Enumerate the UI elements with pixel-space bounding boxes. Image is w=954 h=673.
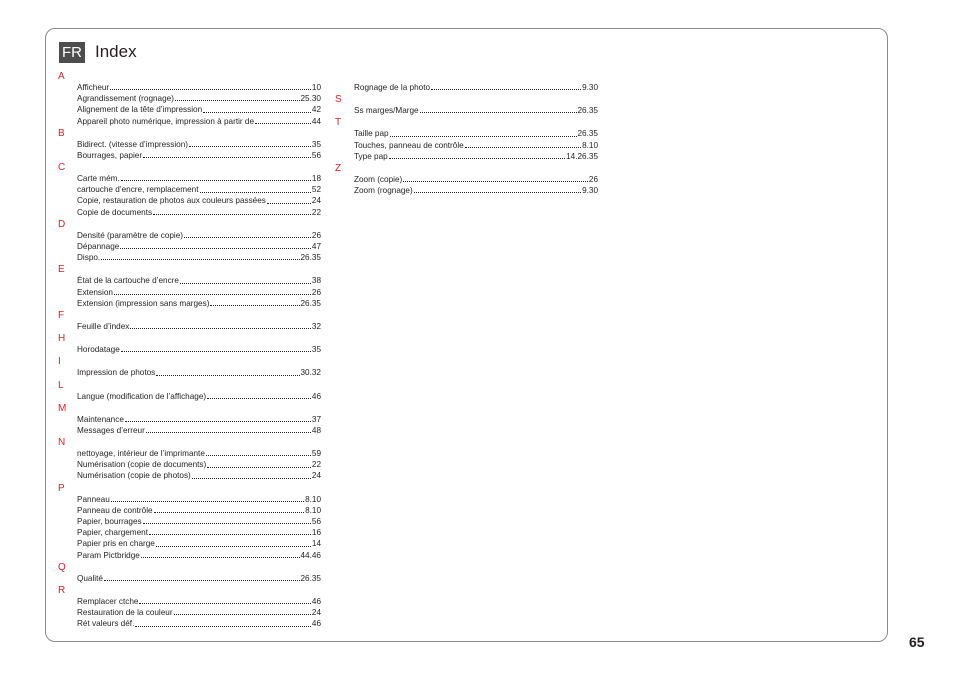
- dot-leader: [389, 158, 565, 159]
- dot-leader: [414, 192, 581, 193]
- index-letter: D: [58, 218, 66, 230]
- index-entry-term: Copie, restauration de photos aux couleurs passées: [77, 196, 266, 206]
- index-entry: [58, 241, 321, 252]
- index-entry: [58, 275, 321, 286]
- index-entry-term: Zoom (copie): [354, 174, 403, 184]
- index-entry: [58, 391, 321, 402]
- dot-leader: [135, 626, 311, 627]
- index-entry-term: Impression de photos: [77, 368, 156, 378]
- index-entry: [58, 471, 321, 482]
- index-entry: [58, 573, 321, 584]
- index-entry-term: Dispo.: [77, 253, 101, 263]
- index-entry-term: Rét valeurs déf.: [77, 619, 135, 629]
- dot-leader: [111, 501, 304, 502]
- index-entry-term: Numérisation (copie de documents): [77, 460, 207, 470]
- dot-leader: [420, 112, 577, 113]
- index-entry: [335, 82, 598, 93]
- index-entry-term: État de la cartouche d’encre: [77, 276, 179, 286]
- dot-leader: [203, 112, 311, 113]
- index-entry: [58, 344, 321, 355]
- index-entry-term: Carte mém.: [77, 174, 120, 184]
- index-entry-pages: 38: [311, 276, 321, 286]
- index-entry-pages: 56: [311, 150, 321, 160]
- index-letter: P: [58, 482, 65, 494]
- dot-leader: [207, 467, 311, 468]
- index-entry: [58, 82, 321, 93]
- index-entry: [58, 116, 321, 127]
- dot-leader: [121, 351, 311, 352]
- index-entry-term: Ss marges/Marge: [354, 106, 419, 116]
- index-entry-term: Appareil photo numérique, impression à partir de: [77, 116, 255, 126]
- index-entry: [58, 425, 321, 436]
- index-letter: R: [58, 585, 66, 596]
- index-entry-term: nettoyage, intérieur de l’imprimante: [77, 449, 205, 459]
- index-letter: [335, 70, 598, 82]
- dot-leader: [104, 580, 300, 581]
- index-letter: A: [58, 71, 65, 82]
- dot-leader: [192, 478, 311, 479]
- index-entry-term: Extension (impression sans marges): [77, 298, 210, 308]
- index-entry: [58, 196, 321, 207]
- index-entry-term: Panneau: [77, 494, 110, 504]
- index-entry-term: Langue (modification de l’affichage): [77, 391, 207, 401]
- index-entry-pages: 46: [311, 391, 321, 401]
- index-entry-term: Restauration de la couleur: [77, 608, 173, 618]
- dot-leader: [143, 523, 311, 524]
- index-entry-pages: 8.10: [582, 140, 598, 150]
- index-entry-pages: 14: [311, 539, 321, 549]
- dot-leader: [174, 614, 311, 615]
- dot-leader: [101, 259, 299, 260]
- index-letter: M: [58, 402, 67, 414]
- dot-leader: [141, 557, 300, 558]
- index-entry-pages: 8.10: [305, 494, 321, 504]
- dot-leader: [431, 89, 581, 90]
- index-entry-term: Type pap: [354, 151, 388, 161]
- index-entry-term: Agrandissement (rognage): [77, 94, 174, 104]
- dot-leader: [207, 398, 311, 399]
- index-letter-group: [335, 93, 598, 116]
- dot-leader: [184, 237, 311, 238]
- dot-leader: [465, 147, 581, 148]
- index-letter: C: [58, 162, 66, 174]
- index-letter: L: [58, 379, 64, 391]
- index-entry: [58, 207, 321, 218]
- index-entry-pages: 10: [311, 82, 321, 92]
- index-entry-pages: 26.35: [577, 129, 598, 139]
- index-entry-pages: 22: [311, 460, 321, 470]
- index-letter-group: [58, 70, 321, 127]
- index-entry-pages: 44.46: [300, 550, 321, 560]
- index-entry-pages: 9.30: [582, 82, 598, 92]
- index-letter: Z: [335, 162, 342, 174]
- dot-leader: [154, 512, 304, 513]
- dot-leader: [267, 203, 311, 204]
- index-entry-pages: 24: [311, 196, 321, 206]
- index-entry: [58, 321, 321, 332]
- index-entry-pages: 42: [311, 105, 321, 115]
- index-entry: [335, 185, 598, 196]
- index-entry: [58, 459, 321, 470]
- index-entry-pages: 46: [311, 596, 321, 606]
- index-entry-term: Afficheur: [77, 82, 110, 92]
- dot-leader: [153, 214, 311, 215]
- index-column-left: [58, 70, 321, 630]
- index-entry-term: Dépannage: [77, 242, 120, 252]
- dot-leader: [149, 534, 311, 535]
- dot-leader: [189, 146, 311, 147]
- dot-leader: [200, 192, 311, 193]
- language-badge: FR: [59, 42, 85, 63]
- index-entry-pages: 35: [311, 139, 321, 149]
- index-letter: T: [335, 117, 342, 129]
- index-entry-term: Remplacer ctche: [77, 596, 139, 606]
- index-entry: [335, 140, 598, 151]
- index-entry-pages: 32: [311, 321, 321, 331]
- index-entry-term: Horodatage: [77, 345, 120, 355]
- dot-leader: [110, 89, 311, 90]
- dot-leader: [120, 248, 311, 249]
- index-entry: [58, 448, 321, 459]
- index-entry-pages: 47: [311, 242, 321, 252]
- index-entry: [58, 414, 321, 425]
- index-entry: [58, 173, 321, 184]
- index-entry: [58, 607, 321, 618]
- index-entry: [58, 298, 321, 309]
- dot-leader: [403, 181, 588, 182]
- index-entry-term: Numérisation (copie de photos): [77, 471, 191, 481]
- index-entry-term: Maintenance: [77, 414, 124, 424]
- index-letter-group: [58, 436, 321, 482]
- index-entry-pages: 37: [311, 414, 321, 424]
- index-entry: [58, 252, 321, 263]
- dot-leader: [206, 455, 311, 456]
- dot-leader: [156, 375, 299, 376]
- index-entry-pages: 59: [311, 449, 321, 459]
- index-letter-group: [335, 162, 598, 196]
- index-entry: [335, 128, 598, 139]
- index-entry-pages: 8.10: [305, 505, 321, 515]
- dot-leader: [143, 157, 311, 158]
- index-entry: [58, 367, 321, 378]
- index-entry: [58, 550, 321, 561]
- dot-leader: [121, 180, 311, 181]
- index-entry-pages: 24: [311, 608, 321, 618]
- index-entry-term: cartouche d’encre, remplacement: [77, 185, 199, 195]
- index-letter: I: [58, 356, 61, 368]
- index-letter-group: [58, 584, 321, 630]
- page-title: Index: [95, 42, 137, 61]
- index-entry-pages: 26.35: [577, 106, 598, 116]
- dot-leader: [139, 603, 310, 604]
- index-entry: [58, 516, 321, 527]
- index-entry: [58, 494, 321, 505]
- index-entry-pages: 56: [311, 517, 321, 527]
- index-entry-pages: 30.32: [300, 368, 321, 378]
- index-entry-pages: 26.35: [300, 298, 321, 308]
- index-entry-term: Panneau de contrôle: [77, 505, 153, 515]
- index-entry: [58, 596, 321, 607]
- index-letter: B: [58, 127, 65, 139]
- index-entry-pages: 22: [311, 207, 321, 217]
- index-entry-term: Alignement de la tête d’impression: [77, 105, 203, 115]
- index-letter: F: [58, 310, 65, 321]
- dot-leader: [175, 100, 300, 101]
- index-entry: [58, 287, 321, 298]
- index-entry-term: Papier, chargement: [77, 528, 149, 538]
- index-entry-pages: 18: [311, 174, 321, 184]
- index-entry-pages: 26: [311, 287, 321, 297]
- dot-leader: [114, 294, 311, 295]
- index-entry: [58, 139, 321, 150]
- index-entry-pages: 44: [311, 116, 321, 126]
- index-entry-pages: 46: [311, 619, 321, 629]
- index-entry-pages: 16: [311, 528, 321, 538]
- index-entry-term: Touches, panneau de contrôle: [354, 140, 464, 150]
- dot-leader: [146, 432, 311, 433]
- dot-leader: [130, 328, 311, 329]
- index-letter: S: [335, 94, 342, 106]
- page-number: 65: [909, 634, 925, 650]
- index-entry-pages: 14.26.35: [566, 151, 598, 161]
- index-entry-pages: 25.30: [300, 94, 321, 104]
- index-entry-term: Papier pris en charge: [77, 539, 155, 549]
- dot-leader: [255, 123, 311, 124]
- index-entry-term: Param Pictbridge: [77, 550, 140, 560]
- index-entry-term: Taille pap: [354, 129, 389, 139]
- index-entry-pages: 52: [311, 185, 321, 195]
- index-entry-pages: 9.30: [582, 186, 598, 196]
- index-entry-term: Messages d’erreur: [77, 425, 145, 435]
- index-entry-pages: 24: [311, 471, 321, 481]
- index-entry-pages: 26: [588, 174, 598, 184]
- index-letter-group: [58, 561, 321, 584]
- dot-leader: [156, 546, 311, 547]
- index-entry-pages: 26: [311, 230, 321, 240]
- index-entry: [58, 150, 321, 161]
- index-entry: [58, 527, 321, 538]
- index-entry-term: Extension: [77, 287, 113, 297]
- dot-leader: [125, 421, 311, 422]
- index-entry: [58, 505, 321, 516]
- index-letter: H: [58, 333, 66, 345]
- index-entry-term: Papier, bourrages: [77, 517, 142, 527]
- index-column-right: [335, 70, 598, 196]
- dot-leader: [180, 283, 311, 284]
- index-entry: [335, 151, 598, 162]
- index-entry: [58, 184, 321, 195]
- index-letter-group: [335, 116, 598, 162]
- index-letter: N: [58, 437, 66, 449]
- index-letter-group: [58, 127, 321, 161]
- index-letter-group: [58, 402, 321, 436]
- dot-leader: [390, 136, 577, 137]
- index-letter: E: [58, 264, 65, 276]
- index-entry-term: Qualité: [77, 573, 103, 583]
- index-entry: [58, 618, 321, 629]
- index-entry: [58, 104, 321, 115]
- index-entry-term: Zoom (rognage): [354, 186, 413, 196]
- index-entry-term: Copie de documents: [77, 207, 153, 217]
- dot-leader: [210, 305, 299, 306]
- index-letter-group: [58, 218, 321, 264]
- index-letter: Q: [58, 561, 66, 573]
- index-letter-group: [58, 482, 321, 561]
- index-entry: [58, 538, 321, 549]
- index-entry-term: Bourrages, papier: [77, 150, 143, 160]
- index-entry-pages: 48: [311, 425, 321, 435]
- index-entry-pages: 26.35: [300, 253, 321, 263]
- index-entry-term: Densité (paramètre de copie): [77, 230, 184, 240]
- index-entry: [335, 105, 598, 116]
- index-letter-group: [58, 309, 321, 332]
- index-entry: [335, 174, 598, 185]
- index-entry: [58, 93, 321, 104]
- index-entry-term: Bidirect. (vitesse d’impression): [77, 139, 189, 149]
- index-letter-group: [58, 332, 321, 355]
- index-letter-group: [58, 355, 321, 378]
- index-letter-group: [335, 70, 598, 93]
- index-letter-group: [58, 161, 321, 218]
- index-entry: [58, 230, 321, 241]
- index-entry-pages: 26.35: [300, 573, 321, 583]
- index-letter-group: [58, 379, 321, 402]
- index-entry-term: Feuille d’index: [77, 321, 130, 331]
- index-letter-group: [58, 263, 321, 309]
- index-entry-pages: 35: [311, 345, 321, 355]
- index-entry-term: Rognage de la photo: [354, 82, 431, 92]
